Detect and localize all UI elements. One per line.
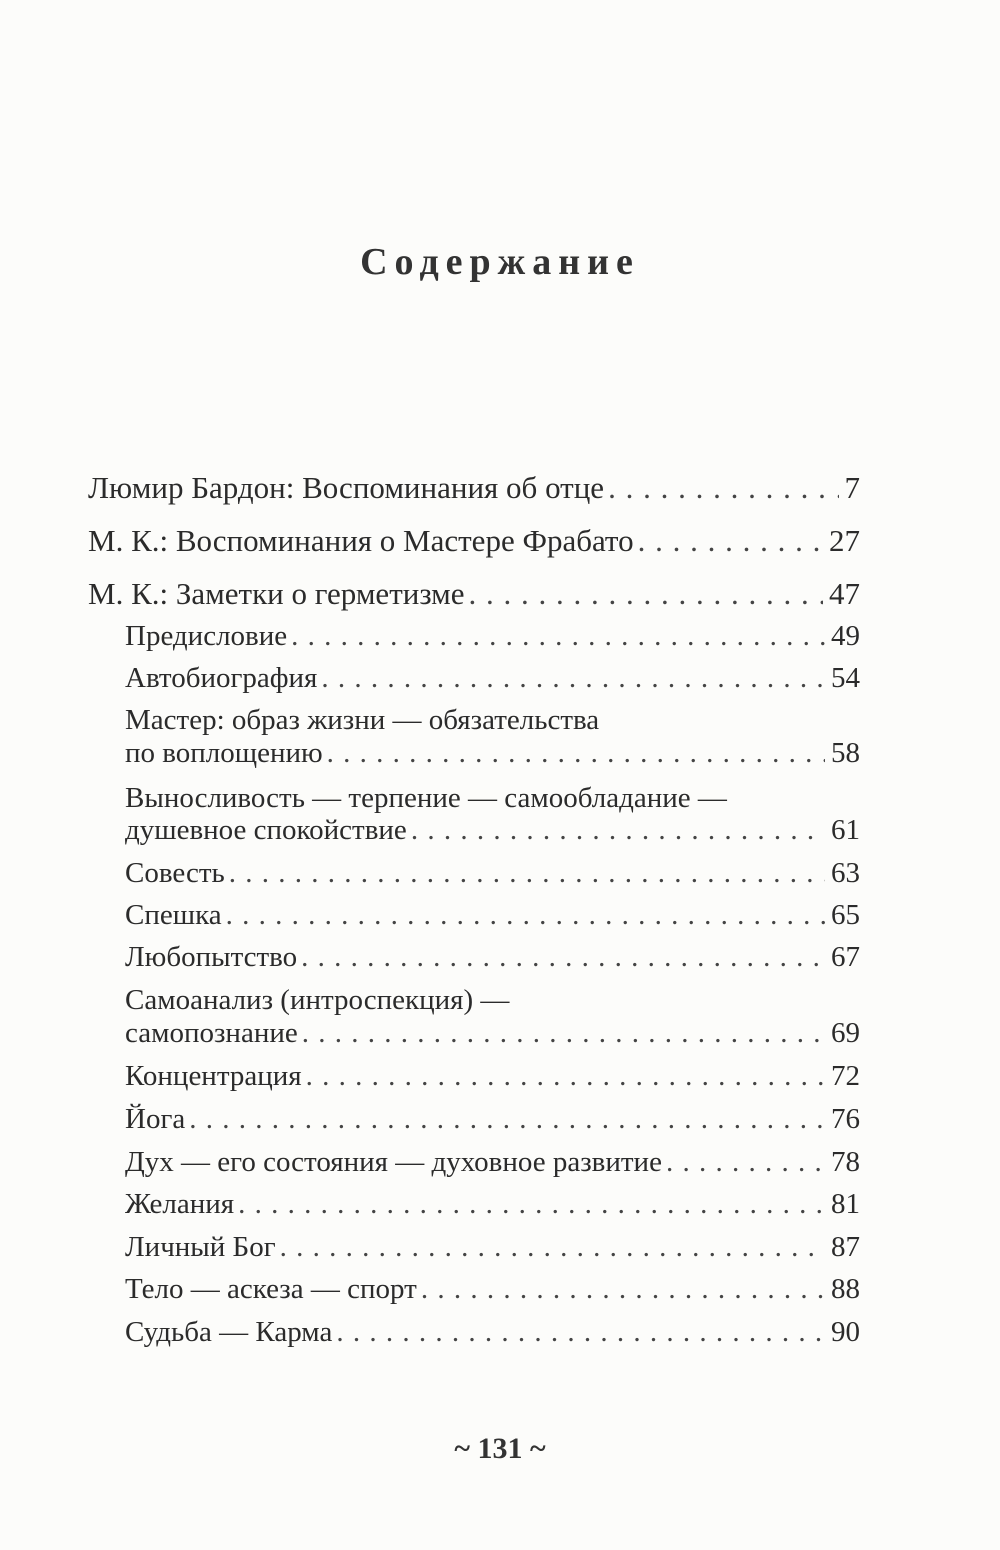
dot-leader — [301, 941, 825, 974]
page-number: ~ 131 ~ — [454, 1432, 546, 1465]
toc-page-number: 63 — [831, 857, 860, 889]
toc-subentry-preface[interactable] — [125, 620, 860, 653]
toc-entry-title: Тело — аскеза — спорт — [125, 1273, 417, 1305]
toc-page-number: 58 — [831, 737, 860, 769]
toc-page-number: 87 — [831, 1231, 860, 1263]
dot-leader — [291, 620, 825, 653]
toc-page-number: 78 — [831, 1146, 860, 1178]
toc-subentry-conscience[interactable] — [125, 857, 860, 890]
toc-subentry-master-lifestyle[interactable] — [125, 737, 860, 770]
toc-entry-title: самопознание — [125, 1017, 298, 1049]
toc-page-number: 76 — [831, 1103, 860, 1135]
toc-page-number: 67 — [831, 941, 860, 973]
toc-page-number: 54 — [831, 662, 860, 694]
dot-leader — [421, 1273, 825, 1306]
dot-leader — [666, 1146, 825, 1179]
toc-subentry-personal-god[interactable] — [125, 1231, 860, 1264]
dot-leader — [638, 523, 823, 559]
toc-subentry-autobiography[interactable] — [125, 662, 860, 695]
dot-leader — [327, 737, 825, 770]
toc-entry-title: Люмир Бардон: Воспоминания об отце — [88, 470, 605, 505]
dot-leader — [321, 662, 825, 695]
toc-page-number: 69 — [831, 1017, 860, 1049]
toc-entry-title: Дух — его состояния — духовное развитие — [125, 1146, 662, 1178]
toc-page-number: 72 — [831, 1060, 860, 1092]
toc-entry-title: Совесть — [125, 857, 225, 889]
toc-entry-title: душевное спокойствие — [125, 814, 407, 846]
toc-subentry-spirit[interactable] — [125, 1146, 860, 1179]
toc-entry-title: Желания — [125, 1188, 235, 1220]
dot-leader — [336, 1316, 825, 1349]
page-title: Содержание — [360, 241, 640, 283]
dot-leader — [238, 1188, 825, 1221]
toc-entry-title: Личный Бог — [125, 1231, 276, 1263]
dot-leader — [306, 1060, 825, 1093]
toc-page-number: 49 — [831, 620, 860, 652]
toc-entry-hermeticism-notes[interactable] — [88, 576, 860, 612]
dot-leader — [302, 1017, 825, 1050]
toc-subentry-line: Мастер: образ жизни — обязательства — [125, 704, 600, 736]
toc-page-number: 65 — [831, 899, 860, 931]
toc-entry-title: Любопытство — [125, 941, 298, 973]
toc-subentry-yoga[interactable] — [125, 1103, 860, 1136]
toc-entry-bardon-memories[interactable] — [88, 470, 860, 506]
toc-page-number: 88 — [831, 1273, 860, 1305]
toc-entry-title: Концентрация — [125, 1060, 302, 1092]
toc-entry-title: Судьба — Карма — [125, 1316, 333, 1348]
dot-leader — [226, 899, 825, 932]
toc-subentry-concentration[interactable] — [125, 1060, 860, 1093]
dot-leader — [229, 857, 825, 890]
toc-subentry-desires[interactable] — [125, 1188, 860, 1221]
toc-subentry-haste[interactable] — [125, 899, 860, 932]
dot-leader — [411, 814, 825, 847]
toc-subentry-introspection[interactable] — [125, 1017, 860, 1050]
toc-page-number: 81 — [831, 1188, 860, 1220]
toc-entry-title: Спешка — [125, 899, 222, 931]
toc-entry-title: по воплощению — [125, 737, 323, 769]
dot-leader — [608, 470, 838, 506]
toc-entry-frabato-memories[interactable] — [88, 523, 860, 559]
toc-page-number: 47 — [829, 576, 860, 611]
toc-subentry-line: Выносливость — терпение — самообладание — — [125, 782, 727, 814]
toc-subentry-endurance[interactable] — [125, 814, 860, 847]
toc-subentry-fate[interactable] — [125, 1316, 860, 1349]
dot-leader — [189, 1103, 825, 1136]
toc-page-number: 61 — [831, 814, 860, 846]
dot-leader — [280, 1231, 825, 1264]
toc-entry-title: Йога — [125, 1103, 186, 1135]
toc-page-number: 7 — [844, 470, 860, 505]
toc-page-number: 27 — [829, 523, 860, 558]
toc-entry-title: Предисловие — [125, 620, 288, 652]
toc-entry-title: Автобиография — [125, 662, 318, 694]
toc-page-number: 90 — [831, 1316, 860, 1348]
toc-entry-title: М. К.: Воспоминания о Мастере Фрабато — [88, 523, 634, 558]
toc-subentry-curiosity[interactable] — [125, 941, 860, 974]
dot-leader — [469, 576, 823, 612]
toc-subentry-body[interactable] — [125, 1273, 860, 1306]
toc-subentry-line: Самоанализ (интроспекция) — — [125, 984, 510, 1016]
toc-entry-title: М. К.: Заметки о герметизме — [88, 576, 465, 611]
